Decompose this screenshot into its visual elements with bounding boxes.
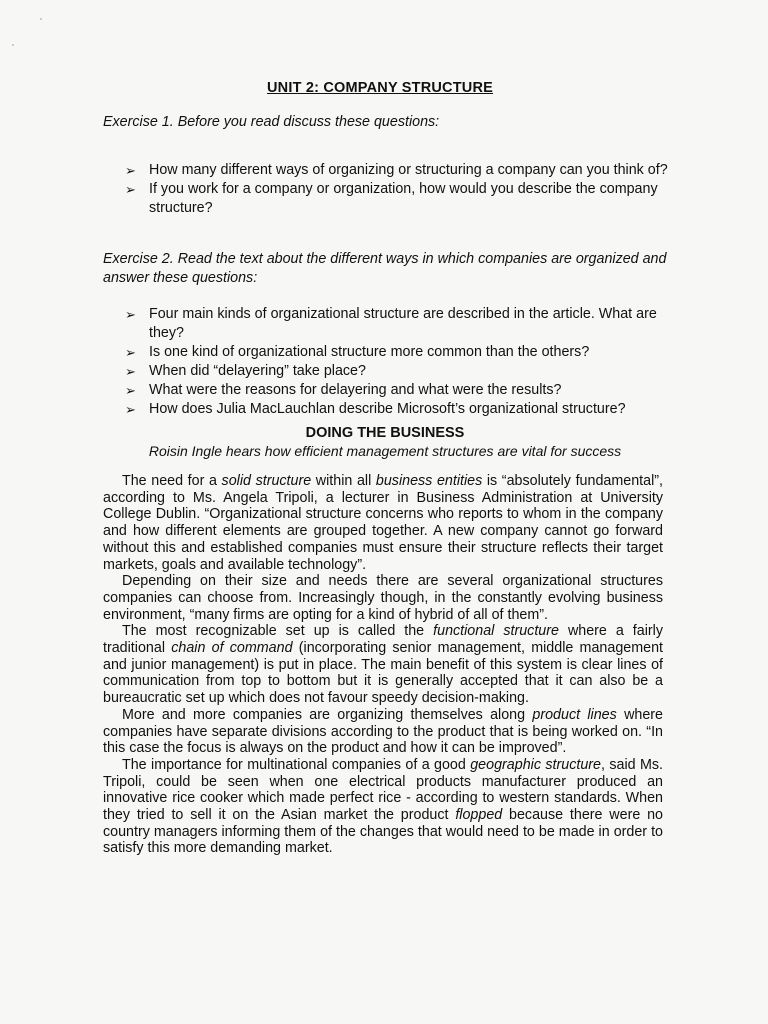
question-item xyxy=(125,161,670,180)
paragraph-text: where companies have separate divisions according to the product that is being worked on. “In this case the focus is always on the product and how it can be improved”. xyxy=(103,706,664,757)
question-text: When did “delayering” take place? xyxy=(149,363,366,379)
exercise-1-prompt: Exercise 1. Before you read discuss these questions: xyxy=(103,114,440,130)
paragraph-text: , said Ms. Tripoli, could be seen when one electrical products manufacturer produced an innovative rice cooker which made perfect rice - according to western standards. When they tried to sell it on the Asian market the product xyxy=(103,756,663,824)
article-paragraph xyxy=(103,707,663,757)
paragraph-text: within all xyxy=(311,473,376,489)
paragraph-text: More and more companies are organizing themselves along xyxy=(122,706,533,723)
arrow-bullet-icon: ➢ xyxy=(125,163,136,178)
question-item xyxy=(125,343,670,362)
unit-title: UNIT 2: COMPANY STRUCTURE xyxy=(267,80,493,96)
arrow-bullet-icon: ➢ xyxy=(125,182,136,197)
question-item xyxy=(125,180,670,218)
paragraph-text: is “absolutely fundamental”, according to Ms. Angela Tripoli, a lecturer in Business Administration at University College Dublin. “Organizational structure concerns who reports to whom in the company and how different elements are grouped together. A new company cannot go forward without this and established companies must ensure their structure reflects their target markets, goals and available technology”. xyxy=(103,473,663,573)
question-text: Four main kinds of organizational structure are described in the article. What are they? xyxy=(149,306,657,341)
arrow-bullet-icon: ➢ xyxy=(125,345,136,360)
question-item xyxy=(125,400,670,419)
emphasized-term: solid structure xyxy=(221,473,312,489)
article-paragraph xyxy=(103,573,663,623)
emphasized-term: geographic structure xyxy=(470,756,601,773)
paragraph-text: Depending on their size and needs there are several organizational structures companies can choose from. Increasingly though, in the constantly evolving business environment, “many firms are opting for a kind of hybrid of all of them”. xyxy=(103,573,663,623)
emphasized-term: functional structure xyxy=(433,623,559,640)
article-body xyxy=(103,473,663,857)
question-item xyxy=(125,362,670,381)
article-subheading: Roisin Ingle hears how efficient management structures are vital for success xyxy=(148,443,622,459)
article-paragraph xyxy=(103,623,663,707)
exercise-2-prompt: Exercise 2. Read the text about the different ways in which companies are organized and answer these questions: xyxy=(103,251,667,286)
scan-speck xyxy=(40,18,42,20)
question-item xyxy=(125,381,670,400)
question-item xyxy=(125,305,670,343)
paragraph-text: The need for a xyxy=(122,473,222,489)
emphasized-term: business entities xyxy=(375,473,483,489)
paragraph-text: The importance for multinational companies of a good xyxy=(122,756,471,773)
emphasized-term: flopped xyxy=(455,807,503,824)
exercise-2-questions xyxy=(125,305,670,419)
exercise-1-questions xyxy=(125,161,670,218)
question-text: What were the reasons for delayering and what were the results? xyxy=(149,382,562,398)
arrow-bullet-icon: ➢ xyxy=(125,364,136,379)
article-paragraph xyxy=(103,757,663,857)
paragraph-text: The most recognizable set up is called the xyxy=(122,623,434,640)
question-text: Is one kind of organizational structure more common than the others? xyxy=(149,344,590,360)
paragraph-text: because there were no country managers informing them of the changes that would need to be made in order to satisfy this more demanding market. xyxy=(103,807,664,857)
question-text: How many different ways of organizing or structuring a company can you think of? xyxy=(149,162,668,178)
emphasized-term: chain of command xyxy=(171,640,293,657)
paragraph-text: (incorporating senior management, middle management and junior management) is put in place. The main benefit of this system is clear lines of communication from top to bottom but it is generally accepted that it can also be a bureaucratic set up which does not favour speedy decision-making. xyxy=(103,640,663,707)
article-heading: DOING THE BUSINESS xyxy=(305,425,465,441)
paragraph-text: where a fairly traditional xyxy=(103,623,663,657)
question-text: How does Julia MacLauchlan describe Microsoft’s organizational structure? xyxy=(149,401,626,417)
emphasized-term: product lines xyxy=(532,706,617,723)
question-text: If you work for a company or organization, how would you describe the company structure? xyxy=(149,181,658,216)
arrow-bullet-icon: ➢ xyxy=(125,383,136,398)
arrow-bullet-icon: ➢ xyxy=(125,402,136,417)
scan-speck xyxy=(12,44,14,46)
arrow-bullet-icon: ➢ xyxy=(125,307,136,322)
article-paragraph xyxy=(103,473,663,573)
